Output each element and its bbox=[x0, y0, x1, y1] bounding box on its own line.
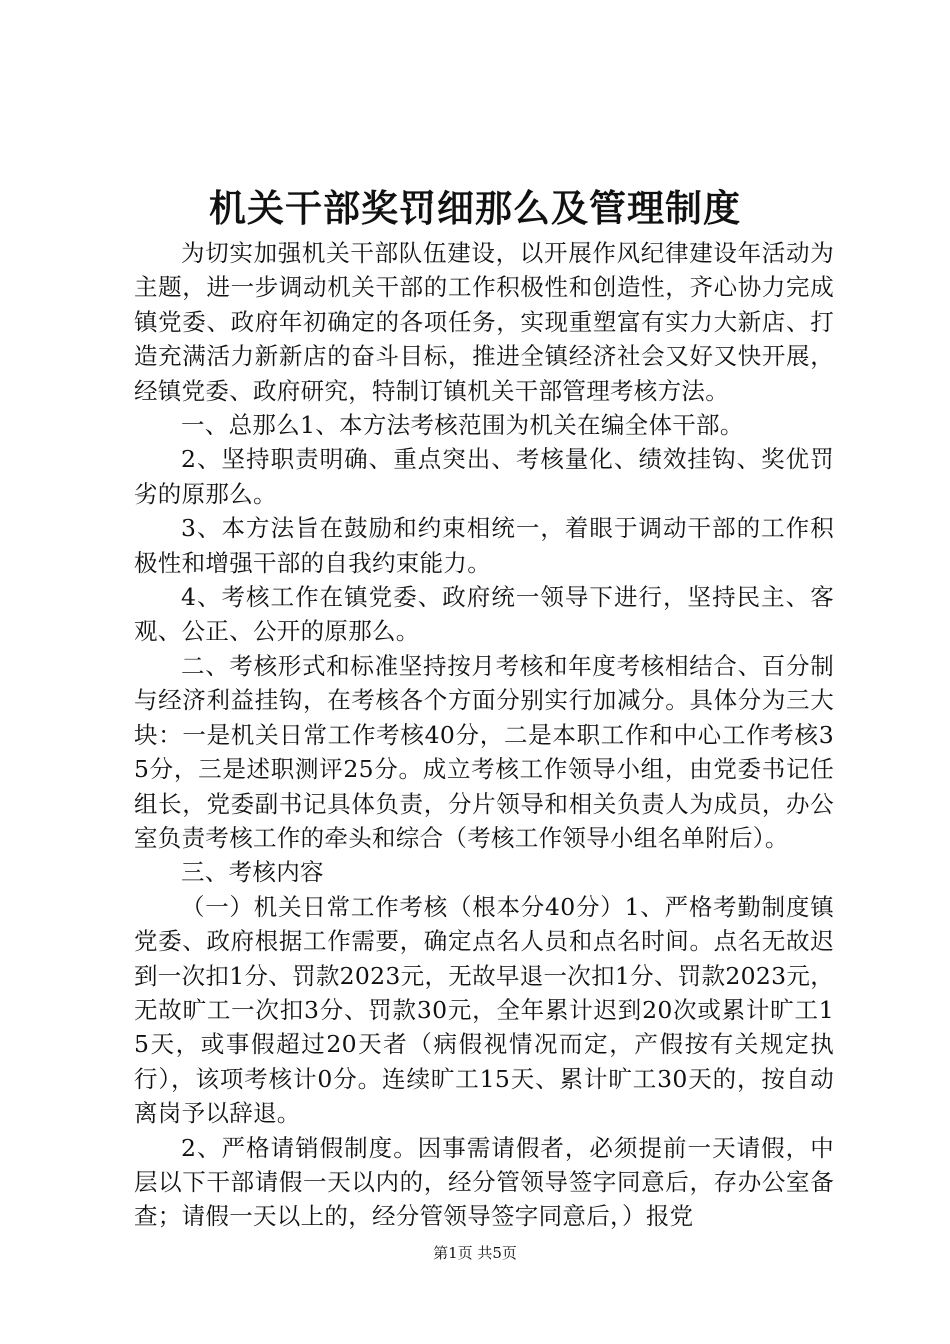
paragraph-daily-work: （一）机关日常工作考核（根本分40分）1、严格考勤制度镇党委、政府根据工作需要，确定点名人员和点名时间。点名无故迟到一次扣1分、罚款2023元，无故早退一次扣1分、罚款2023元，无故旷工一次扣3分、罚款30元，全年累计迟到20次或累计旷工15天，或事假超过20天者（病假视情况而定，产假按有关规定执行），该项考核计0分。连续旷工15天、累计旷工30天的，按自动离岗予以辞退。 bbox=[134, 892, 834, 1128]
paragraph-intro: 为切实加强机关干部队伍建设，以开展作风纪律建设年活动为主题，进一步调动机关干部的工作积极性和创造性，齐心协力完成镇党委、政府年初确定的各项任务，实现重塑富有实力大新店、打造充满活力新新店的奋斗目标，推进全镇经济社会又好又快开展，经镇党委、政府研究，特制订镇机关干部管理考核方法。 bbox=[134, 239, 834, 405]
paragraph-section-3-heading: 三、考核内容 bbox=[181, 858, 324, 887]
page-footer: 第1页 共5页 bbox=[433, 1244, 517, 1262]
paragraph-item-3: 3、本方法旨在鼓励和约束相统一，着眼于调动干部的工作积极性和增强干部的自我约束能力。 bbox=[134, 514, 834, 577]
paragraph-item-2: 2、坚持职责明确、重点突出、考核量化、绩效挂钩、奖优罚劣的原那么。 bbox=[134, 445, 834, 508]
document-body bbox=[134, 236, 834, 1234]
paragraph-leave-system: 2、严格请销假制度。因事需请假者，必须提前一天请假，中层以下干部请假一天以内的，经分管领导签字同意后，存办公室备查；请假一天以上的，经分管领导签字同意后，）报党 bbox=[134, 1133, 834, 1231]
paragraph-section-1: 一、总那么1、本方法考核范围为机关在编全体干部。 bbox=[181, 411, 744, 440]
paragraph-item-4: 4、考核工作在镇党委、政府统一领导下进行，坚持民主、客观、公正、公开的原那么。 bbox=[134, 583, 834, 646]
paragraph-section-2: 二、考核形式和标准坚持按月考核和年度考核相结合、百分制与经济利益挂钩，在考核各个方面分别实行加减分。具体分为三大块：一是机关日常工作考核40分，二是本职工作和中心工作考核35分，三是述职测评25分。成立考核工作领导小组，由党委书记任组长，党委副书记具体负责，分片领导和相关负责人为成员，办公室负责考核工作的牵头和综合（考核工作领导小组名单附后）。 bbox=[134, 651, 834, 852]
document-title: 机关干部奖罚细那么及管理制度 bbox=[209, 186, 741, 230]
